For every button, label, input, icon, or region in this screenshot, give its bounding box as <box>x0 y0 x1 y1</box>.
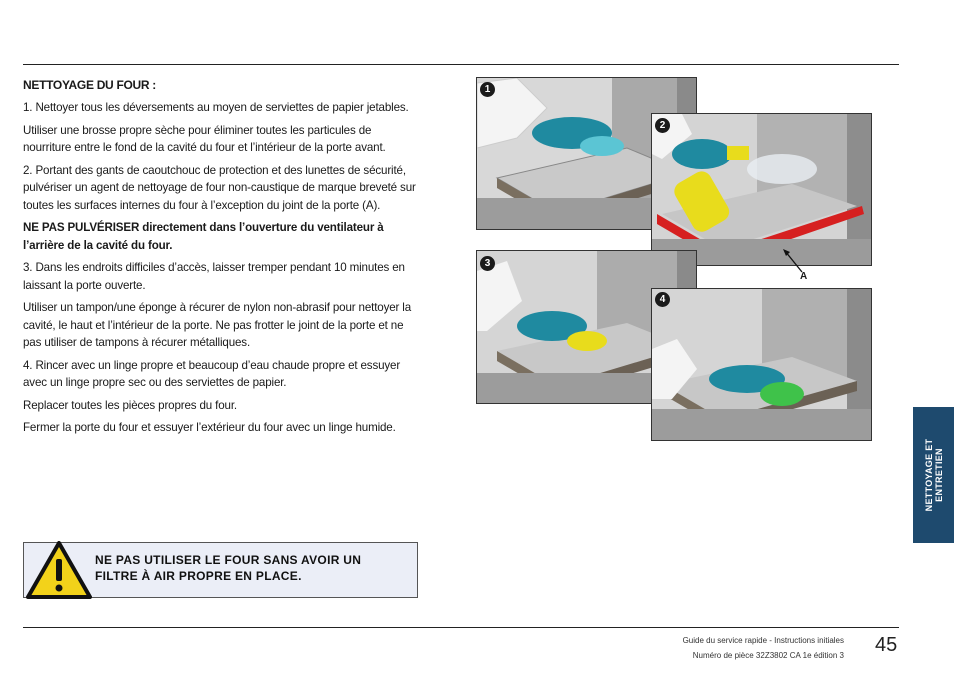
warning-text: NE PAS UTILISER LE FOUR SANS AVOIR UN FILTRE À AIR PROPRE EN PLACE. <box>95 553 362 583</box>
section-title: NETTOYAGE DU FOUR : <box>23 78 156 92</box>
warning-box <box>23 542 418 598</box>
footer-part-number: Numéro de pièce 32Z3802 CA 1e édition 3 <box>692 651 844 660</box>
paragraph: 1. Nettoyer tous les déversements au moyen de serviettes de papier jetables. <box>23 101 409 114</box>
section-side-tab <box>913 407 954 543</box>
figure-2-badge: 2 <box>655 118 670 133</box>
figure-3-badge: 3 <box>480 256 495 271</box>
paragraph-bold-caution: NE PAS PULVÉRISER directement dans l’ouverture du ventilateur à l’arrière de la cavité du four. <box>23 221 384 252</box>
footer-guide-title: Guide du service rapide - Instructions initiales <box>682 636 844 645</box>
figure-4-badge: 4 <box>655 292 670 307</box>
paragraph: Replacer toutes les pièces propres du four. <box>23 398 237 412</box>
figure-4-photo <box>651 288 872 441</box>
instructions-text <box>23 99 418 442</box>
paragraph: 2. Portant des gants de caoutchouc de protection et des lunettes de sécurité, pulvériser un agent de nettoyage de four non-caustique de marque breveté sur toutes les surfaces internes du four à l’exception du joint de la porte (A). <box>23 163 416 212</box>
side-tab-line-2: ENTRETIEN <box>933 448 944 502</box>
figure-2-photo <box>651 113 872 266</box>
bottom-rule <box>23 627 899 628</box>
side-tab-line-1: NETTOYAGE ET <box>923 438 934 512</box>
top-rule <box>23 64 899 65</box>
side-tab-label <box>924 439 944 512</box>
warning-triangle-icon <box>26 541 92 599</box>
paragraph: Fermer la porte du four et essuyer l’extérieur du four avec un linge humide. <box>23 421 396 434</box>
paragraph: Utiliser une brosse propre sèche pour éliminer toutes les particules de nourriture entre le fond de la cavité du four et l’intérieur de la porte avant. <box>23 123 386 154</box>
paragraph: Utiliser un tampon/une éponge à récurer de nylon non-abrasif pour nettoyer la cavité, le haut et l’intérieur de la porte. Ne pas frotter le joint de la porte et ne pas utiliser de tampons à récurer métalliques. <box>23 301 412 349</box>
paragraph: 3. Dans les endroits difficiles d’accès, laisser tremper pendant 10 minutes en laissant la porte ouverte. <box>23 261 405 292</box>
page-number: 45 <box>875 634 898 656</box>
paragraph: 4. Rincer avec un linge propre et beaucoup d’eau chaude propre et essuyer avec un linge propre sec ou des serviettes de papier. <box>23 358 401 389</box>
callout-label-a: A <box>800 271 808 282</box>
figure-1-badge: 1 <box>480 82 495 97</box>
